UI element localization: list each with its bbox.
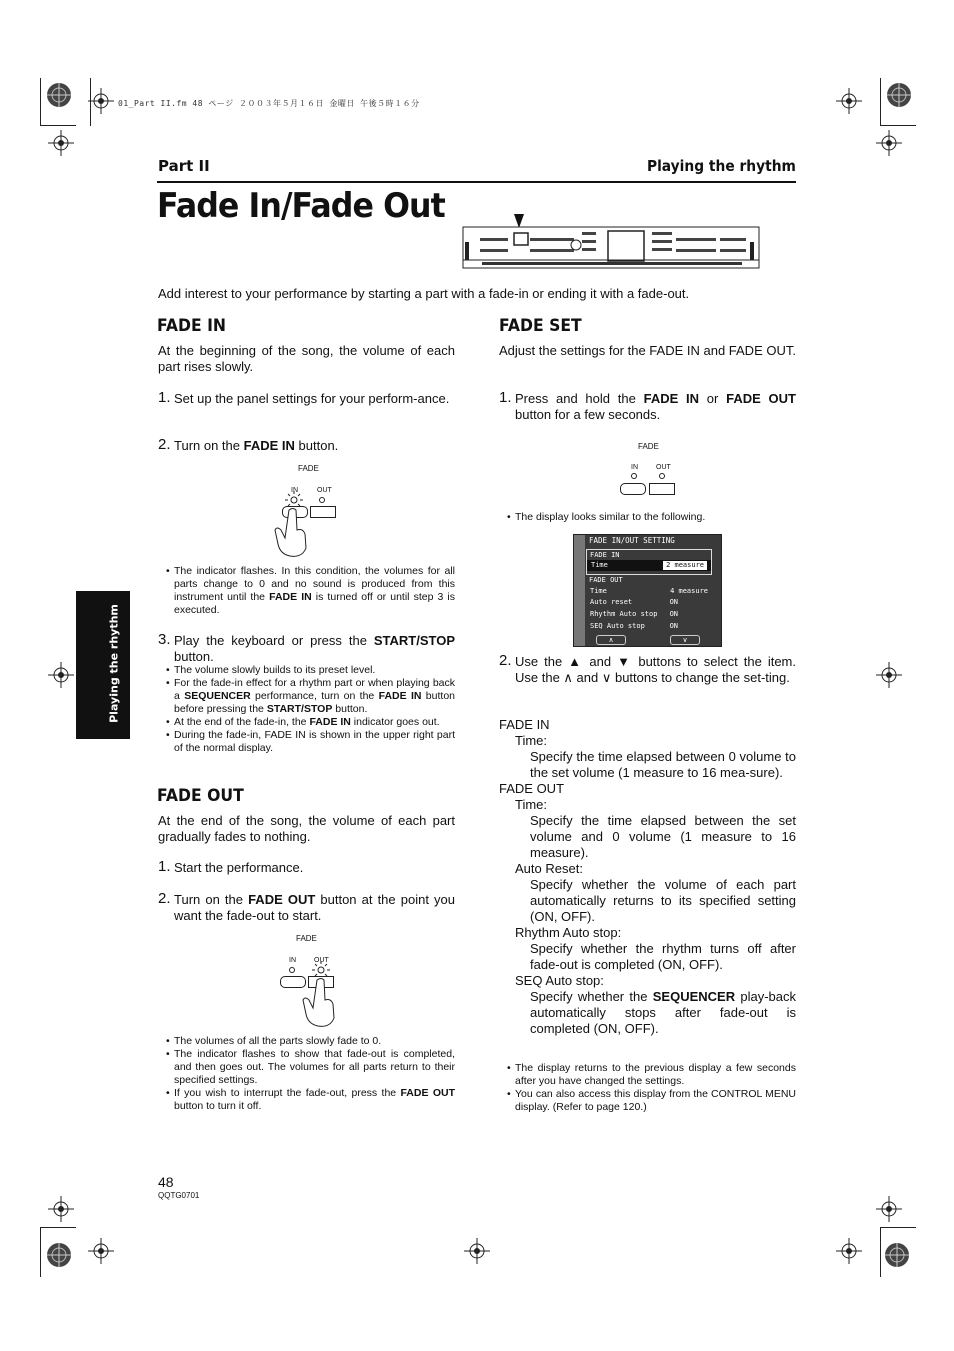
note-item: • The indicator flashes to show that fade-out is completed, and then goes out. The volumes for all parts return to their specified settings. <box>166 1048 455 1087</box>
fade-in-button[interactable] <box>620 483 646 495</box>
lcd-up-button[interactable]: ∧ <box>596 635 626 645</box>
lcd-row-rhythm-auto-stop[interactable] <box>586 609 712 620</box>
lcd-row-seq-auto-stop[interactable] <box>586 621 712 632</box>
option-fade-in-time: Time: <box>515 733 548 748</box>
lcd-fade-in-panel <box>586 549 712 575</box>
crosshair-icon <box>88 88 114 114</box>
crosshair-icon <box>48 1196 74 1222</box>
in-label: IN <box>289 957 296 964</box>
crosshair-icon <box>876 662 902 688</box>
lcd-row-fade-in-time[interactable] <box>587 560 711 571</box>
note-item: • During the fade-in, FADE IN is shown in the upper right part of the normal display. <box>166 729 455 755</box>
option-rhythm-auto-stop: Rhythm Auto stop: <box>515 925 622 940</box>
fade-out-led <box>319 497 325 503</box>
lcd-row-label: Time <box>591 561 608 569</box>
in-label: IN <box>291 487 298 494</box>
lcd-sidebar <box>574 535 585 646</box>
note-item: • The volumes of all the parts slowly fade to 0. <box>166 1035 455 1048</box>
crosshair-icon <box>876 1196 902 1222</box>
fade-set-notes <box>507 1062 796 1114</box>
lcd-display <box>573 534 722 647</box>
lcd-down-button[interactable]: ∨ <box>670 635 700 645</box>
fade-in-heading: FADE IN <box>157 316 227 336</box>
crosshair-icon <box>48 130 74 156</box>
page-number: 48 <box>158 1174 174 1190</box>
crosshair-icon <box>88 1238 114 1264</box>
header-section: Playing the rhythm <box>647 157 796 175</box>
doc-code: QQTG0701 <box>158 1191 200 1200</box>
in-label: IN <box>631 464 638 471</box>
fade-in-notes-1 <box>166 565 455 617</box>
fade-in-step-2: 2. Turn on the FADE IN button. <box>158 436 339 453</box>
note-item: • The indicator flashes. In this condition, the volumes for all parts change to 0 and no sound is produced from this instrument until the FADE IN is turned off or until step 3 is executed. <box>166 565 455 617</box>
fade-set-step-2: 2. Use the ▲ and ▼ buttons to select the item. Use the ∧ and ∨ buttons to change the set-ting. <box>499 652 796 685</box>
registration-mark-icon <box>882 1240 912 1270</box>
lcd-section-fade-out: FADE OUT <box>589 576 623 584</box>
note-item: • The display returns to the previous display a few seconds after you have changed the settings. <box>507 1062 796 1088</box>
crosshair-icon <box>48 662 74 688</box>
fade-set-options <box>499 717 796 1037</box>
crosshair-icon <box>464 1238 490 1264</box>
display-note <box>507 511 796 524</box>
fade-out-button[interactable] <box>310 506 336 518</box>
crosshair-icon <box>836 1238 862 1264</box>
fade-out-button[interactable] <box>649 483 675 495</box>
lcd-row-value: 2 measure <box>663 561 707 570</box>
crop-mark <box>40 1227 41 1277</box>
note-item: • The volume slowly builds to its preset level. <box>166 664 455 677</box>
lcd-section-fade-in: FADE IN <box>590 551 620 559</box>
fade-out-desc: At the end of the song, the volume of each part gradually fades to nothing. <box>158 813 455 844</box>
fade-in-step-3: 3. Play the keyboard or press the START/STOP button. <box>158 631 455 664</box>
finger-pressing-icon <box>272 506 308 558</box>
fade-label: FADE <box>298 464 319 473</box>
page-title: Fade In/Fade Out <box>157 186 445 226</box>
option-auto-reset: Auto Reset: <box>515 861 583 876</box>
lcd-row-value: ON <box>669 622 678 630</box>
option-desc: Specify the time elapsed between the set volume and 0 volume (1 measure to 16 measure). <box>530 813 796 860</box>
crop-mark <box>880 125 916 126</box>
option-fade-out-time: Time: <box>515 797 548 812</box>
registration-mark-icon <box>884 80 914 110</box>
fade-label: FADE <box>296 934 317 943</box>
registration-mark-icon <box>44 80 74 110</box>
option-desc: Specify the time elapsed between 0 volume to the set volume (1 measure to 16 mea-sure). <box>530 749 796 780</box>
fade-out-led <box>659 473 665 479</box>
file-info: 01_Part II.fm 48 ページ ２００３年５月１６日 金曜日 午後５時１６分 <box>118 99 420 108</box>
lcd-row-label: Time <box>590 587 607 595</box>
lcd-row-value: 4 measure <box>670 587 708 595</box>
header-part: Part II <box>158 157 210 175</box>
lcd-row-auto-reset[interactable] <box>586 597 712 608</box>
intro-text: Add interest to your performance by starting a part with a fade-in or ending it with a fade-out. <box>158 286 690 301</box>
lcd-row-fade-out-time[interactable] <box>586 586 712 597</box>
option-seq-auto-stop: SEQ Auto stop: <box>515 973 604 988</box>
fade-in-desc: At the beginning of the song, the volume of each part rises slowly. <box>158 343 455 374</box>
option-desc: Specify whether the rhythm turns off after fade-out is completed (ON, OFF). <box>530 941 796 972</box>
fade-out-step-1: 1. Start the performance. <box>158 858 304 875</box>
lcd-row-label: Rhythm Auto stop <box>590 610 658 618</box>
fade-in-led <box>631 473 637 479</box>
fade-set-desc: Adjust the settings for the FADE IN and FADE OUT. <box>499 343 796 358</box>
out-label: OUT <box>656 464 671 471</box>
fade-out-step-2: 2. Turn on the FADE OUT button at the point you want the fade-out to start. <box>158 890 455 923</box>
note-item: • The display looks similar to the following. <box>507 511 796 524</box>
note-item: • For the fade-in effect for a rhythm part or when playing back a SEQUENCER performance, turn on the FADE IN button before pressing the START/STOP button. <box>166 677 455 716</box>
crop-mark <box>40 1227 76 1228</box>
out-label: OUT <box>314 957 329 964</box>
lcd-title: FADE IN/OUT SETTING <box>589 536 675 545</box>
fade-in-step-1: 1. Set up the panel settings for your perform-ance. <box>158 389 450 406</box>
option-desc: Specify whether the SEQUENCER play-back automatically stops after fade-out is completed (ON, OFF). <box>530 989 796 1036</box>
crosshair-icon <box>876 130 902 156</box>
option-fade-in: FADE IN <box>499 717 550 732</box>
crop-mark <box>40 78 41 126</box>
lcd-row-label: SEQ Auto stop <box>590 622 645 630</box>
header-rule <box>157 181 796 183</box>
fade-out-notes <box>166 1035 455 1113</box>
crop-mark <box>880 78 881 126</box>
option-fade-out: FADE OUT <box>499 781 565 796</box>
fade-in-notes-2 <box>166 664 455 755</box>
lcd-row-value: ON <box>669 598 678 606</box>
fade-label: FADE <box>638 442 659 451</box>
side-tab <box>76 591 130 739</box>
fade-set-heading: FADE SET <box>499 316 582 336</box>
note-item: • You can also access this display from the CONTROL MENU display. (Refer to page 120.) <box>507 1088 796 1114</box>
side-tab-label: Playing the rhythm <box>107 604 121 723</box>
finger-pressing-icon <box>300 976 336 1028</box>
out-label: OUT <box>317 487 332 494</box>
crop-mark <box>40 125 76 126</box>
lcd-row-value: ON <box>669 610 678 618</box>
fade-out-heading: FADE OUT <box>157 786 244 806</box>
fade-set-step-1: 1. Press and hold the FADE IN or FADE OUT button for a few seconds. <box>499 389 796 422</box>
note-item: • If you wish to interrupt the fade-out, press the FADE OUT button to turn it off. <box>166 1087 455 1113</box>
fade-in-led <box>289 967 295 973</box>
option-desc: Specify whether the volume of each part automatically returns to its specified setting (ON, OFF). <box>530 877 796 924</box>
keyboard-panel-illustration <box>462 212 760 270</box>
crop-mark <box>880 1227 881 1277</box>
note-item: • At the end of the fade-in, the FADE IN indicator goes out. <box>166 716 455 729</box>
lcd-row-label: Auto reset <box>590 598 633 606</box>
crosshair-icon <box>836 88 862 114</box>
crop-mark <box>880 1227 916 1228</box>
registration-mark-icon <box>44 1240 74 1270</box>
